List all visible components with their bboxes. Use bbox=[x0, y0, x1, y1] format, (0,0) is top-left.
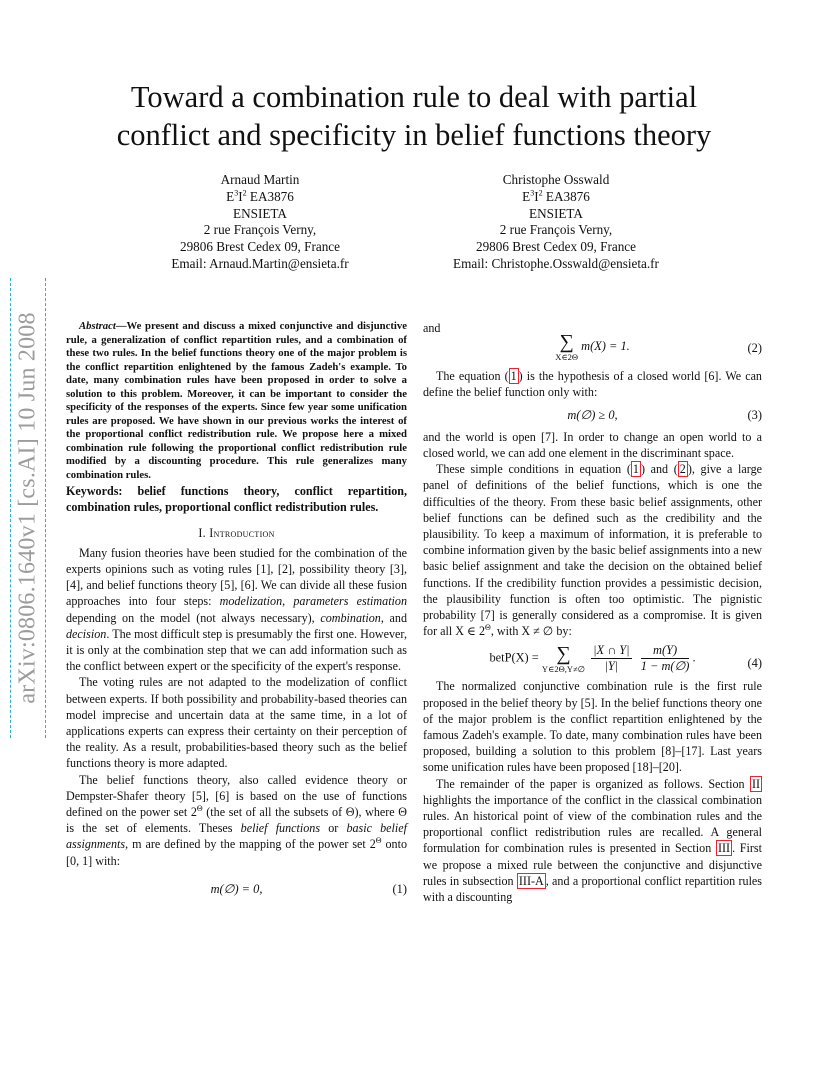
arxiv-identifier: arXiv:0806.1640v1 [cs.AI] 10 Jun 2008 bbox=[14, 312, 41, 704]
section-heading-introduction: I. Introduction bbox=[198, 525, 275, 540]
section-link[interactable]: III-A bbox=[518, 873, 544, 888]
author-name: Arnaud Martin bbox=[220, 172, 300, 187]
and-text: and bbox=[423, 321, 441, 335]
summation-sign: ∑ X∈2Θ bbox=[555, 331, 579, 363]
paragraph-belief-functions: These simple conditions in equation ( 1 ) and ( 2 ), give a large panel of definitions of the belief functions, which is one the difficulties of the theory. From these basic belief assignments, other belief functions can be defined such as the credibility and the plausibility. To keep a maximum of information, it is preferable to combine information given by the basic belief assignments into a new basic belief assignment and take the decision on the obtained belief functions. If the credibility function provides a pessimistic decision, the plausibility function is often too optimistic. The pignistic probability [7] is generally considered as a compromise. It is given for all X ∈ $2^\Theta$, with X ≠ ∅ by: bbox=[423, 462, 762, 639]
author-email: Email: Arnaud.Martin@ensieta.fr bbox=[171, 255, 349, 271]
author-institution: ENSIETA bbox=[529, 205, 583, 221]
equation-3: m(∅) ≥ 0, (3) bbox=[567, 407, 762, 422]
paper-title bbox=[40, 78, 788, 154]
fraction: $\frac{m(Y)}{1 - m(\emptyset)}$ bbox=[640, 643, 690, 674]
keywords: Keywords: belief functions theory, conflict repartition, combination rules, proportional conflict redistribution rules. bbox=[66, 483, 407, 514]
paragraph-conjunctive-rule: The normalized conjunctive combination rule is the first rule proposed in the belief theory by [5]. In the belief functions theory one of the major problem is the conflict repartition enlightened by the famous Zadeh's example. To date, many combination rules have been proposed, building a solution to this problem [8]–[17]. Last years some unification rules have been proposed [18]–[20]. bbox=[423, 679, 762, 775]
equation-number: (3) bbox=[747, 407, 762, 422]
abstract: Abstract—We present and discuss a mixed conjunctive and disjunctive rule, a generalization of conflict repartition rules, and a combination of these two rules. In the belief functions theory one of the major problem is the conflict repartition enlightened by the famous Zadeh's example. To date, many combination rules have been proposed in order to solve a solution to this problem. Moreover, it can be important to consider the specificity of the responses of the experts. Since few year some unification rules are proposed. We have shown in our previous works the interest of the proportional conflict redistribution rule. We propose here a mixed combination rule following the proportional conflict redistribution rule modified by a discounting procedure. This rule generalizes many combination rules. bbox=[66, 320, 407, 482]
paragraph-closed-world: The equation ( 1 ) is the hypothesis of a closed world [6]. We can define the belief function only with: bbox=[423, 369, 762, 400]
summation-sign: ∑ Y∈2Θ,Y≠∅ bbox=[541, 642, 586, 674]
arxiv-watermark bbox=[10, 278, 46, 738]
equation-number: (1) bbox=[392, 881, 407, 896]
author-lab: $E^3I^2$ EA3876 bbox=[226, 188, 294, 204]
equation-link[interactable]: 1 bbox=[632, 462, 639, 477]
author-block-2 bbox=[406, 172, 706, 273]
author-block-1 bbox=[110, 172, 410, 273]
author-street: 2 rue François Verny, bbox=[203, 222, 317, 238]
author-institution: ENSIETA bbox=[233, 205, 287, 221]
intro-paragraph-3: The belief functions theory, also called evidence theory or Dempster-Shafer theory [5], [6] is based on the use of functions defined on the power set $2^\Theta$ (the set of all the subsets of Θ), where Θ is the set of elements. Theses belief functions or basic belief assignments, m are defined by the mapping of the power set $2^\Theta$ onto [0, 1] with: bbox=[66, 772, 408, 868]
title-line-1: Toward a combination rule to deal with partial bbox=[130, 80, 698, 114]
author-name: Christophe Osswald bbox=[502, 172, 610, 187]
author-city: 29806 Brest Cedex 09, France bbox=[475, 239, 637, 255]
equation-4: betP(X) = ∑ Y∈2Θ,Y≠∅ $\frac{|X \cap Y|}{|Y|}$ $\frac{m(Y)}{1 - m(\emptyset)}$ . (4) bbox=[489, 642, 762, 674]
equation-1: m(∅) = 0, (1) bbox=[210, 881, 407, 896]
paragraph-organization: The remainder of the paper is organized as follows. Section II highlights the importance of the conflict in the classical combination rules. An historical point of view of the combination rules and the proportional conflict redistribution rules are recalled. A general formulation for combination rules is presented in Section III . First we propose a mixed rule between the conjunctive and disjunctive rules in subsection III-A , and a proportional conflict repartition rules with a discounting bbox=[423, 776, 763, 905]
author-email: Email: Christophe.Osswald@ensieta.fr bbox=[453, 255, 659, 271]
left-column bbox=[66, 320, 407, 897]
intro-paragraph-1: Many fusion theories have been studied for the combination of the experts opinions such as voting rules [1], [2], possibility theory [3], [4], and belief functions theory [5], [6]. We can divide all these fusion approaches into four steps: modelization, parameters estimation depending on the model (not always necessary), combination, and decision. The most difficult step is presumably the first one. However, it is only at the combination step that we can add information such as the conflict between expert or the specificity of the expert's response. bbox=[66, 545, 408, 674]
paragraph-open-world: and the world is open [7]. In order to change an open world to a closed world, we can add one element in the discriminant space. bbox=[423, 429, 762, 461]
section-link[interactable]: II bbox=[751, 776, 760, 791]
right-column bbox=[423, 320, 762, 905]
equation-2: ∑ X∈2Θ m(X) = 1. (2) bbox=[555, 331, 762, 363]
section-link[interactable]: III bbox=[717, 841, 731, 856]
author-street: 2 rue François Verny, bbox=[499, 222, 613, 238]
fraction: $\frac{|X \cap Y|}{|Y|}$ bbox=[593, 643, 630, 674]
author-city: 29806 Brest Cedex 09, France bbox=[179, 239, 341, 255]
author-lab: $E^3I^2$ EA3876 bbox=[522, 188, 590, 204]
equation-link[interactable]: 2 bbox=[679, 462, 686, 477]
title-line-2: conflict and specificity in belief functions theory bbox=[116, 118, 712, 152]
intro-paragraph-2: The voting rules are not adapted to the modelization of conflict between experts. If both possibility and probability-based theories can model imprecise and uncertain data at the same time, in a lot of applications experts can express their certainty on their perception of the reality. As a result, probabilities-based theory such as the belief functions theory is more adapted. bbox=[66, 675, 407, 771]
equation-number: (4) bbox=[747, 656, 762, 671]
equation-link[interactable]: 1 bbox=[510, 369, 517, 384]
equation-number: (2) bbox=[747, 341, 762, 356]
